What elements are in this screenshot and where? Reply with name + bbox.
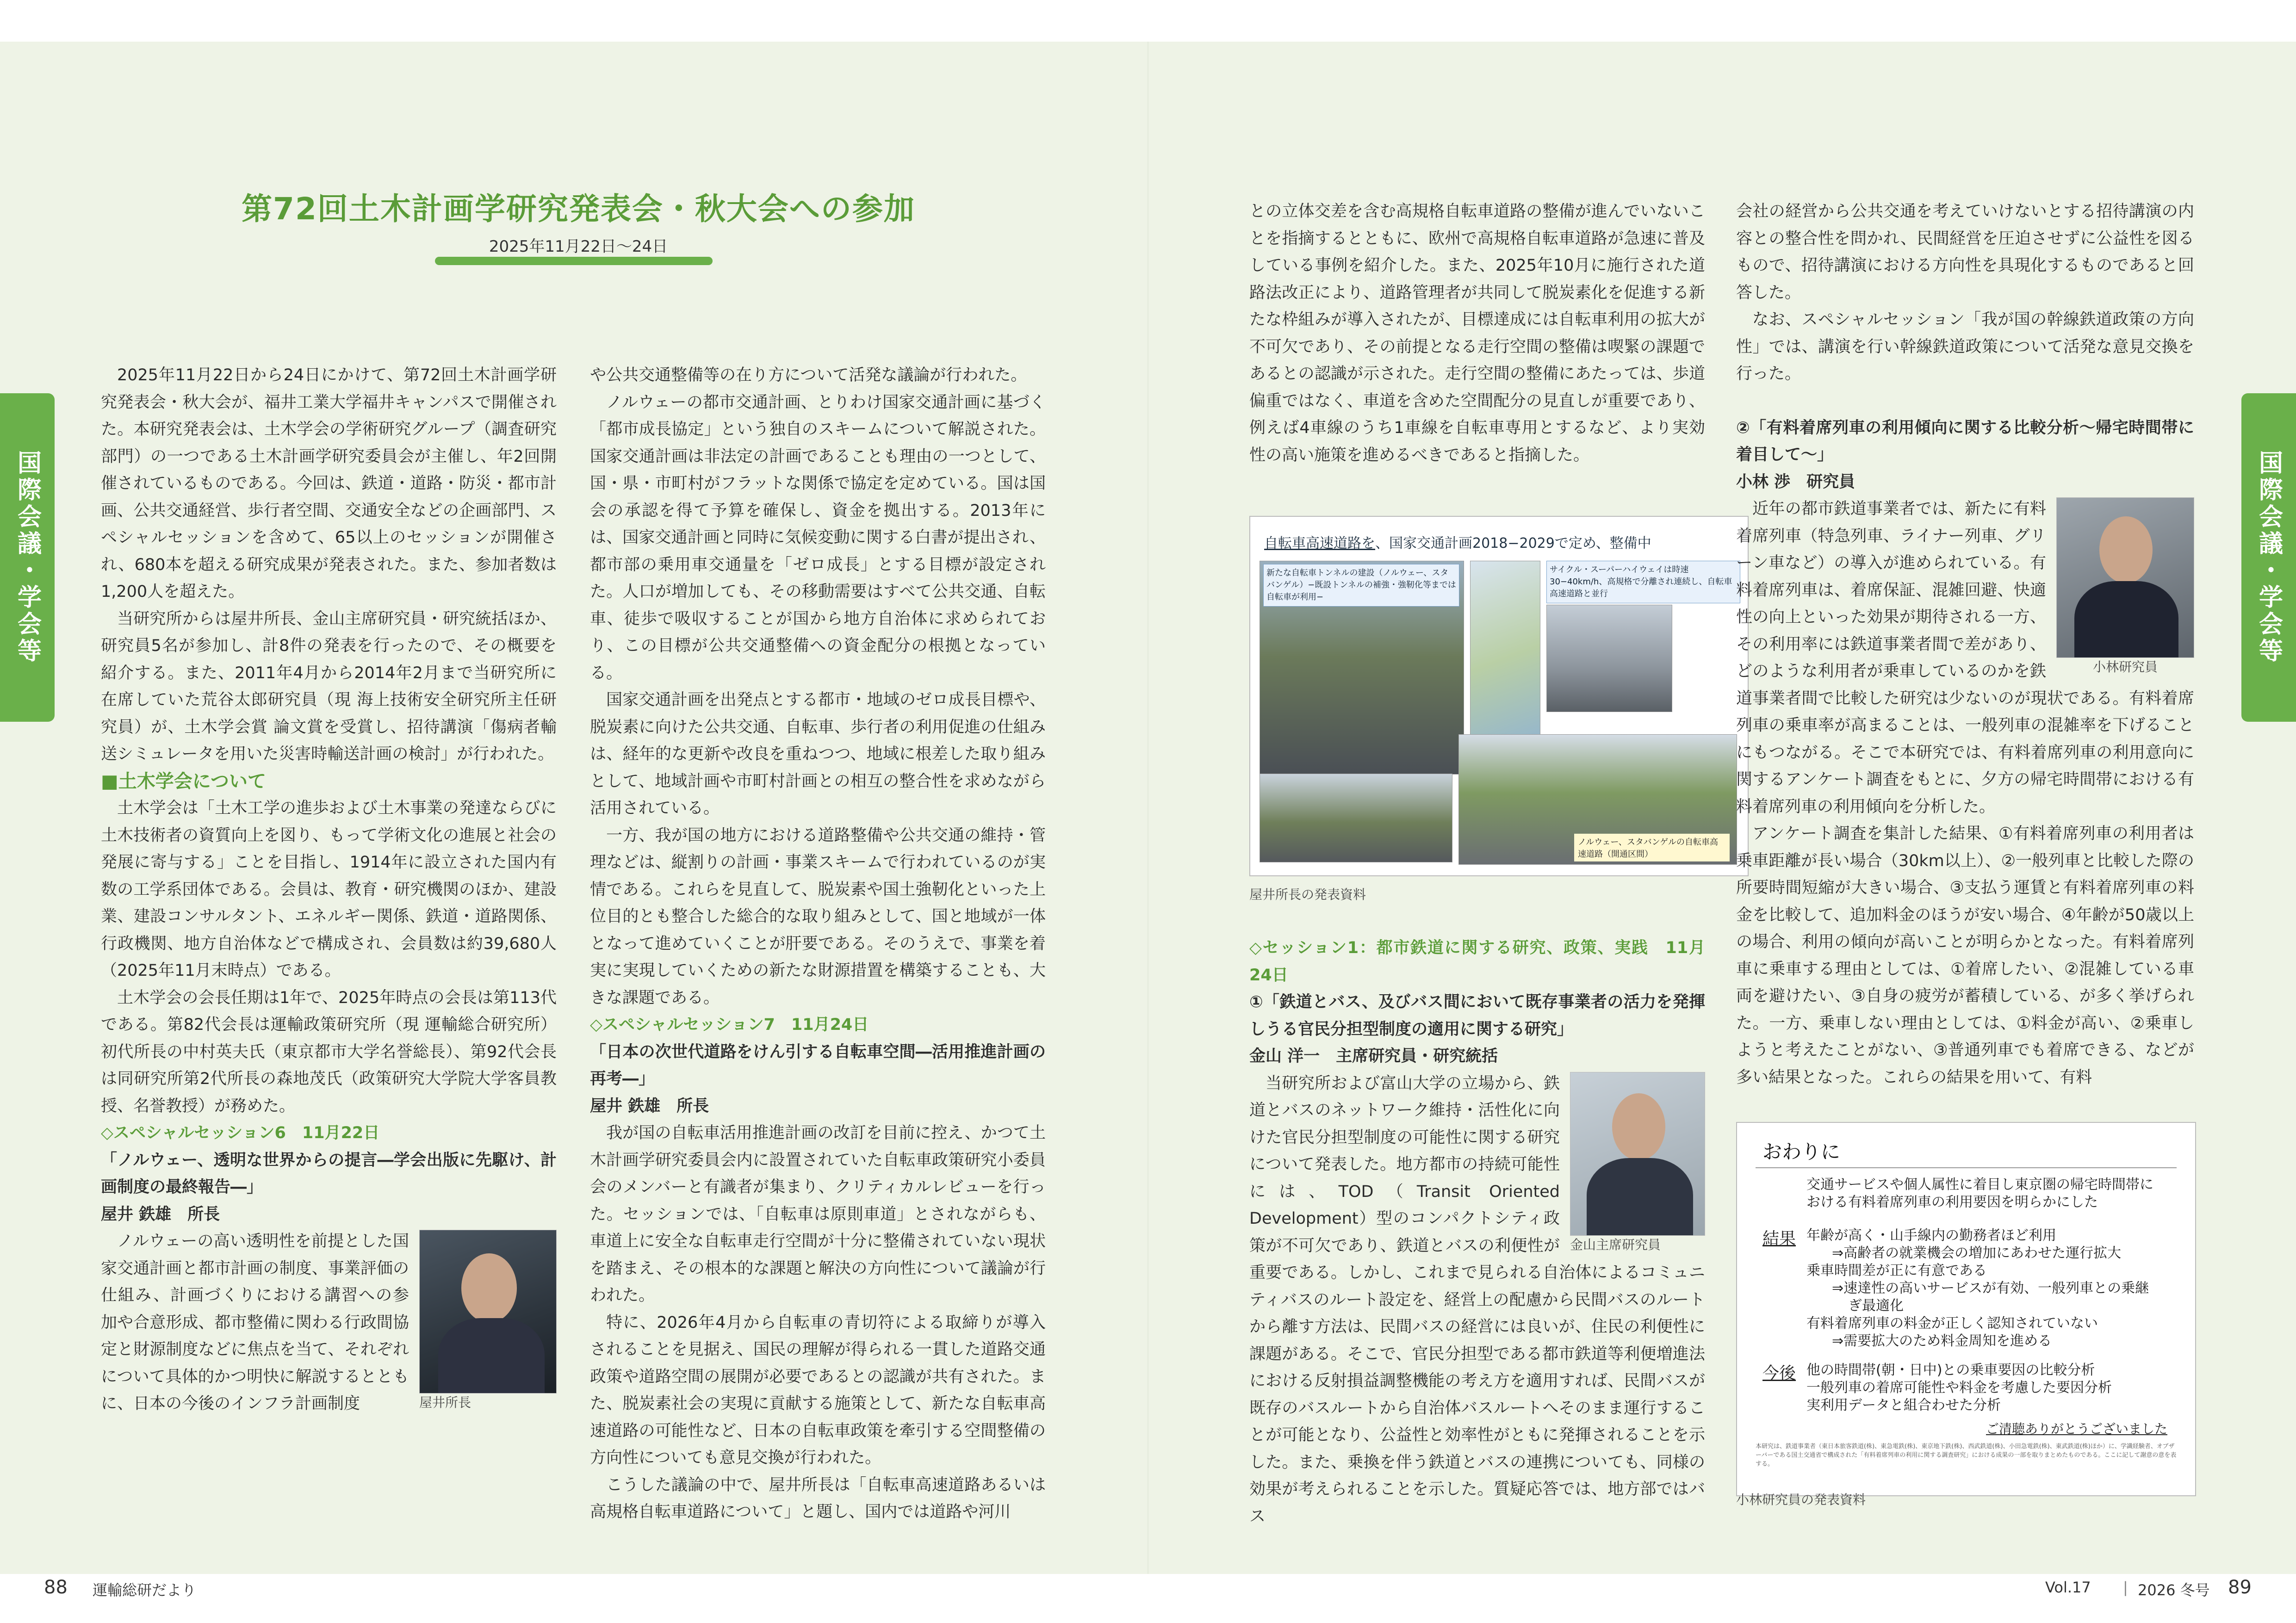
photo-kobayashi (2056, 497, 2194, 676)
future-item: 一般列車の着席可能性や料金を考慮した要因分析 (1806, 1380, 2112, 1396)
figure-inner-caption: ノルウェー、スタバンゲルの自転車高速道路（開通区間） (1574, 834, 1730, 861)
conclusion-caption: 小林研究員の発表資料 (1736, 1492, 1866, 1507)
session-title: 「日本の次世代道路をけん引する自転車空間―活用推進計画の再考―」 (590, 1042, 1046, 1088)
future-item: 実利用データと組合わせた分析 (1806, 1397, 2001, 1413)
paragraph: 近年の都市鉄道事業者では、新たに有料着席列車（特急列車、ライナー列車、グリーン車など）の導入が進められている。有料着席列車は、着席保証、混雑回避、快適性の向上といった効果が期待される一方、その利用率には鉄道事業者間で差があり、どのような利用者が乗車しているのかを鉄道事業者間で比較した研究は少ないのが現状である。有料着席列車の乗車率が高まることは、一般列車の混雑率を下げることにもつながる。そこで本研究では、有料着席列車の利用意向に関するアンケート調査をもとに、夕方の帰宅時間帯における有料着席列車の利用傾向を分析した。 (1736, 500, 2194, 816)
session-title: ②「有料着席列車の利用傾向に関する比較分析〜帰宅時間帯に着目して〜」 (1736, 418, 2194, 464)
figure-photo-lane (1260, 774, 1452, 862)
paragraph: 会社の経営から公共交通を考えていけないとする招待講演の内容との整合性を問かれ、民間経営を圧迫させずに公益性を図るもので、招待講演における方向性を具現化するものであると回答した。 (1736, 202, 2194, 302)
article-title: 第72回土木計画学研究発表会・秋大会への参加 (242, 191, 915, 227)
figure-title: 自転車高速道路を、国家交通計画2018−2029で定め、整備中 (1264, 535, 1651, 551)
paragraph: 我が国の自転車活用推進計画の改訂を目前に控え、かつて土木計画学研究委員会内に設置されていた自転車政策研究小委員会のメンバーと有識者が集まり、クリティカルレビューを行った。セッションでは、「自転車は原則車道」とされながらも、車道上に安全な自転車走行空間が十分に整備されていない現状を踏まえ、その根本的な課題と解決の方向性について議論が行われた。 (590, 1124, 1046, 1305)
paragraph: 国家交通計画を出発点とする都市・地域のゼロ成長目標や、脱炭素に向けた公共交通、自転車、歩行者の利用促進の仕組みは、経年的な更新や改良を重ねつつ、地域に根差した取り組みとして、地域計画や市町村計画との相互の整合性を求めながら活用されている。 (590, 691, 1046, 818)
paragraph: ノルウェーの高い透明性を前提とした国家交通計画と都市計画の制度、事業評価の仕組み、計画づくりにおける講習への参加や合意形成、都市整備に関わる行政間協定と財源制度などに焦点を当て、それぞれについて具体的かつ明快に解説するとともに、日本の今後のインフラ計画制度 (101, 1232, 409, 1413)
section-tab-right: 国際会議・学会等 (2241, 393, 2296, 722)
column-2 (590, 362, 1046, 1526)
session-heading: ◇セッション1：都市鉄道に関する研究、政策、実践 11月24日 (1249, 939, 1705, 985)
result-item: ⇒需要拡大のため料金周知を進める (1832, 1333, 2052, 1349)
photo-kanayama (1570, 1072, 1705, 1254)
section-heading-jsce: ■土木学会について (101, 770, 266, 792)
conclusion-intro: 交通サービスや個人属性に着目し東京圏の帰宅時間帯に (1806, 1177, 2153, 1193)
page-number-left: 88 (44, 1577, 68, 1598)
column-3-lower (1249, 935, 1705, 1530)
figure-photo-bridge (1546, 605, 1672, 712)
session-title: 「ノルウェー、透明な世界からの提言―学会出版に先駆け、計画制度の最終報告―」 (101, 1151, 557, 1196)
paragraph: 特に、2026年4月から自転車の青切符による取締りが導入されることを見据え、国民の理解が得られる一貫した道路交通政策や道路空間の展開が必要であるとの認識が共有された。また、脱炭素社会の実現に貢献する施策として、新たな自転車高速道路の可能性など、日本の自転車政策を牽引する空間整備の方向性についても意見交換が行われた。 (590, 1313, 1046, 1467)
conclusion-intro: おける有料着席列車の利用要因を明らかにした (1806, 1194, 2098, 1210)
result-item: ぎ最適化 (1848, 1298, 1904, 1314)
result-item: 有料着席列車の料金が正しく認知されていない (1806, 1315, 2098, 1332)
paragraph: なお、スペシャルセッション「我が国の幹線鉄道政策の方向性」では、講演を行い幹線鉄道政策について活発な意見交換を行った。 (1736, 310, 2194, 383)
presenter-name: 屋井 鉄雄 所長 (101, 1205, 220, 1224)
page-footer (0, 1574, 2296, 1623)
paragraph: や公共交通整備等の在り方について活発な議論が行われた。 (590, 366, 1027, 384)
column-4 (1736, 198, 2194, 1091)
section-tab-left: 国際会議・学会等 (0, 393, 55, 722)
result-item: ⇒高齢者の就業機会の増加にあわせた運行拡大 (1832, 1245, 2122, 1261)
paragraph: 土木学会は「土木工学の進歩および土木事業の発達ならびに土木技術者の資質向上を図り、もって学術文化の進展と社会の発展に寄与する」ことを目指し、1914年に設立された国内有数の工学系団体である。会員は、教育・研究機関のほか、建設業、建設コンサルタント、エネルギー関係、鉄道・道路関係、行政機関、地方自治体などで構成され、会員数は約39,680人（2025年11月末時点）である。 (101, 799, 557, 980)
column-3 (1249, 198, 1705, 469)
label-future: 今後 (1762, 1364, 1796, 1383)
title-underline (435, 257, 713, 265)
conclusion-footnote: 本研究は、鉄道事業者（東日本旅客鉄道(株)、東急電鉄(株)、東京地下鉄(株)、西武鉄道(株)、小田急電鉄(株)、東武鉄道(株)ほか）に、学識経験者、オブザーバーである国土交通省で構成された「有料着席列車の利用に関する調査研究」における成果の一部を取りまとめたものである。ここに記して謝意の意を表する。 (1756, 1443, 2177, 1468)
presenter-name: 屋井 鉄雄 所長 (590, 1096, 709, 1115)
article-date: 2025年11月22日〜24日 (489, 237, 668, 256)
paragraph: 土木学会の会長任期は1年で、2025年時点の会長は第113代である。第82代会長は運輸政策研究所（現 運輸総合研究所）初代所長の中村英夫氏（東京都市大学名誉総長）、第92代会長は同研究所第2代所長の森地茂氏（政策研究大学院大学客員教授、名誉教授）が務めた。 (101, 988, 557, 1115)
issue-label: 2026 冬号 (2138, 1581, 2210, 1599)
column-1 (101, 362, 557, 1418)
future-item: 他の時間帯(朝・日中)との乗車要因の比較分析 (1806, 1362, 2095, 1378)
figure-map (1470, 561, 1540, 756)
presenter-name: 金山 洋一 主席研究員・研究統括 (1249, 1047, 1498, 1065)
footer-separator: | (2123, 1579, 2128, 1596)
photo-caption: 小林研究員 (2092, 659, 2158, 675)
paragraph: 当研究所からは屋井所長、金山主席研究員・研究統括ほか、研究員5名が参加し、計8件の発表を行ったので、その概要を紹介する。また、2011年4月から2014年2月まで当研究所に在席していた荒谷太郎研究員（現 海上技術安全研究所主任研究員）が、土木学会賞 論文賞を受賞し、招待講演「傷病者輸送シミュレータを用いた災害時輸送計画の検討」が行われた。 (101, 609, 557, 763)
presenter-name: 小林 渉 研究員 (1736, 472, 1855, 491)
page-number-right: 89 (2228, 1577, 2252, 1598)
session-heading: ◇スペシャルセッション6 11月22日 (101, 1124, 380, 1142)
result-item: 乗車時間差が正に有意である (1806, 1263, 1987, 1279)
photo-caption: 屋井所長 (419, 1395, 472, 1410)
magazine-title: 運輸総研だより (93, 1581, 197, 1599)
photo-caption: 金山主席研究員 (1570, 1237, 1661, 1252)
session-title: ①「鉄道とバス、及びバス間において既存事業者の活力を発揮しうる官民分担型制度の適用に関する研究」 (1249, 993, 1705, 1039)
conclusion-thanks: ご清聴ありがとうございました (1986, 1421, 2167, 1437)
volume-label: Vol.17 (2045, 1579, 2091, 1596)
result-item: 年齢が高く・山手線内の勤務者ほど利用 (1806, 1227, 2056, 1244)
conclusion-rule (1756, 1167, 2177, 1168)
paragraph: 一方、我が国の地方における道路整備や公共交通の維持・管理などは、縦割りの計画・事業スキームで行われているのが実情である。これらを見直して、脱炭素や国土強靭化といった上位目的とも整合した総合的な取り組みとして、国と地域が一体となって進めていくことが肝要である。そのうえで、事業を着実に実現していくための新たな財源措置を構築することも、大きな課題である。 (590, 826, 1046, 1007)
paragraph: との立体交差を含む高規格自転車道路の整備が進んでいないことを指摘するとともに、欧州で高規格自転車道路が急速に普及している事例を紹介した。また、2025年10月に施行された道路法改正により、道路管理者が共同して脱炭素化を促進する新たな枠組みが導入されたが、目標達成には自転車利用の拡大が不可欠であり、その前提となる走行空間の整備は喫緊の課題であるとの認識が示された。走行空間の整備にあたっては、歩道偏重ではなく、車道を含めた空間配分の見直しが重要であり、例えば4車線のうち1車線を自転車専用とするなど、より実効性の高い施策を進めるべきであると指摘した。 (1249, 202, 1705, 465)
figure-presentation-slide (1249, 516, 1749, 876)
conclusion-title: おわりに (1762, 1140, 1841, 1163)
conclusion-slide (1736, 1122, 2196, 1496)
paragraph: ノルウェーの都市交通計画、とりわけ国家交通計画に基づく「都市成長協定」という独自のスキームについて解説された。国家交通計画は非法定の計画であることも理由の一つとして、国・県・市町村がフラットな関係で協定を定めている。国は国会の承認を得て予算を確保し、資金を拠出する。2013年には、国家交通計画と同時に気候変動に関する白書が提出され、都市部の乗用車交通量を「ゼロ成長」とする目標が設定された。人口が増加しても、その移動需要はすべて公共交通、自転車、徒歩で吸収することが国から地方自治体に求められており、この目標が公共交通整備への資金配分の根拠となっている。 (590, 393, 1046, 682)
figure-note-superhighway: サイクル・スーパーハイウェイは時速30−40km/h、高規格で分離され連続し、自転車高速道路と並行 (1546, 561, 1740, 603)
figure-note-tunnel: 新たな自転車トンネルの建設（ノルウェー、スタバンゲル）−既設トンネルの補強・強靭化等までは自転車が利用− (1263, 564, 1459, 607)
paragraph: こうした議論の中で、屋井所長は「自転車高速道路あるいは高規格自転車道路について」と題し、国内では道路や河川 (590, 1475, 1046, 1521)
label-result: 結果 (1762, 1229, 1796, 1248)
photo-director-yai (419, 1230, 557, 1412)
figure-caption: 屋井所長の発表資料 (1249, 887, 1366, 902)
session-heading: ◇スペシャルセッション7 11月24日 (590, 1016, 869, 1034)
result-item: ⇒速達性の高いサービスが有効、一般列車との乗継 (1832, 1280, 2149, 1296)
paragraph: 2025年11月22日から24日にかけて、第72回土木計画学研究発表会・秋大会が、福井工業大学福井キャンパスで開催された。本研究発表会は、土木学会の学術研究グループ（調査研究部門）の一つである土木計画学研究委員会が主催し、年2回開催されているものである。今回は、鉄道・道路・防災・都市計画、公共交通経営、歩行者空間、交通安全などの企画部門、スペシャルセッションを含めて、65以上のセッションが開催され、680本を超える研究成果が発表された。また、参加者数は1,200人を超えた。 (101, 366, 557, 601)
paragraph: 当研究所および富山大学の立場から、鉄道とバスのネットワーク維持・活性化に向けた官民分担型制度の可能性に関する研究について発表した。地方都市の持続可能性には、TOD（Transit Oriented Development）型のコンパクトシティ政策が不可欠であり、鉄道とバスの利便性が重要である。しかし、これまで見られる自治体によるコミュニティバスのルート設定を、経営上の配慮から民間バスのルートから離す方法は、民間バスの経営には良いが、住民の利便性に課題がある。そこで、官民分担型である都市鉄道等利便増進法における反射損益調整機能の考え方を適用すれば、民間バスが既存のバスルートから自治体バスルートへそのまま運行することが可能となり、公益性と効率性がともに発揮されることを示した。また、乗換を伴う鉄道とバスの連携についても、同様の効果が考えられることを示した。質疑応答では、地方部ではバス (1249, 1074, 1705, 1526)
paragraph: アンケート調査を集計した結果、①有料着席列車の利用者は乗車距離が長い場合（30km以上）、②一般列車と比較した際の所要時間短縮が大きい場合、③支払う運賃と有料着席列車の料金を比較して、追加料金のほうが安い場合、④年齢が50歳以上の場合、利用の傾向が高いことが明らかとなった。有料着席列車に乗車する理由としては、①着席したい、②混雑している車両を避けたい、③自身の疲労が蓄積している、が多く挙げられた。一方、乗車しない理由としては、①料金が高い、②乗車しようと考えたことがない、③普通列車でも着席できる、などが多い結果となった。これらの結果を用いて、有料 (1736, 824, 2194, 1087)
